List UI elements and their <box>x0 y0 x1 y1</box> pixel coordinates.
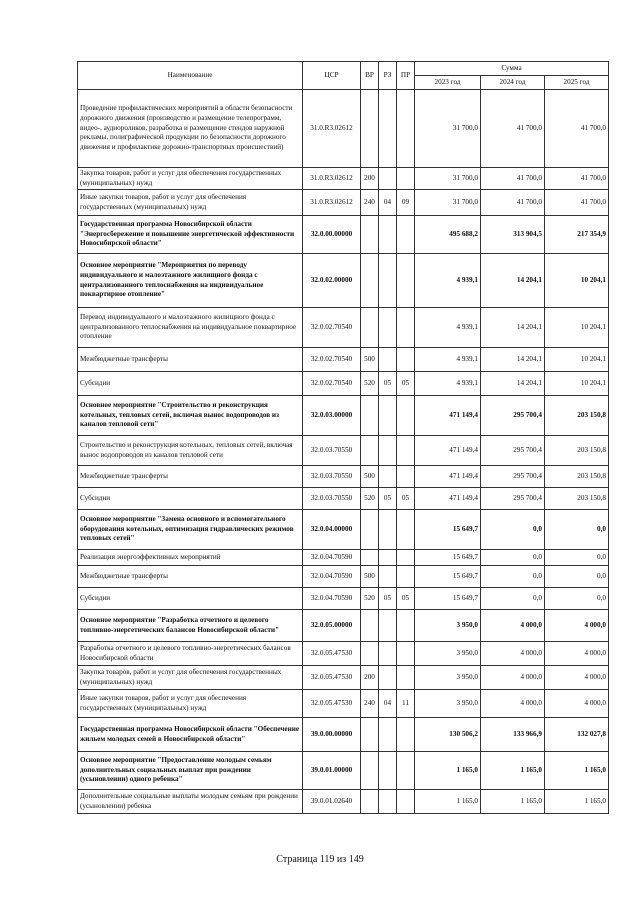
cell-vr: 520 <box>361 372 379 396</box>
cell-name: Иные закупки товаров, работ и услуг для обеспечения государственных (муниципальных) нужд <box>78 190 303 216</box>
cell-2025: 1 165,0 <box>545 790 609 814</box>
cell-2025: 203 150,8 <box>545 488 609 510</box>
cell-2025: 217 354,9 <box>545 216 609 254</box>
cell-2025: 203 150,8 <box>545 436 609 466</box>
cell-csr: 31.0.R3.02612 <box>303 90 361 168</box>
cell-2025: 41 700,0 <box>545 190 609 216</box>
cell-csr: 32.0.04.70590 <box>303 588 361 610</box>
cell-name: Строительство и реконструкция котельных, тепловых сетей, включая вынос водопроводов из каналов тепловой сети <box>78 436 303 466</box>
cell-2023: 471 149,4 <box>415 466 481 488</box>
cell-pr: 11 <box>397 690 415 718</box>
cell-2024: 295 700,4 <box>481 488 545 510</box>
cell-2023: 4 939,1 <box>415 254 481 308</box>
cell-pr <box>397 168 415 190</box>
cell-csr: 32.0.04.70590 <box>303 566 361 588</box>
cell-rz <box>379 466 397 488</box>
cell-2023: 15 649,7 <box>415 566 481 588</box>
table-row <box>78 610 609 642</box>
cell-2025: 0,0 <box>545 550 609 566</box>
cell-rz: 04 <box>379 690 397 718</box>
cell-pr: 09 <box>397 190 415 216</box>
cell-2023: 471 149,4 <box>415 396 481 436</box>
cell-vr <box>361 254 379 308</box>
cell-2023: 495 688,2 <box>415 216 481 254</box>
cell-csr: 39.0.01.02640 <box>303 790 361 814</box>
cell-name: Закупка товаров, работ и услуг для обеспечения государственных (муниципальных) нужд <box>78 168 303 190</box>
cell-pr <box>397 718 415 752</box>
cell-2025: 41 700,0 <box>545 90 609 168</box>
cell-name: Субсидии <box>78 588 303 610</box>
cell-pr: 05 <box>397 372 415 396</box>
table-row <box>78 510 609 550</box>
cell-2024: 4 000,0 <box>481 642 545 666</box>
cell-2024: 0,0 <box>481 510 545 550</box>
cell-rz <box>379 718 397 752</box>
cell-2025: 41 700,0 <box>545 168 609 190</box>
cell-csr: 39.0.00.00000 <box>303 718 361 752</box>
cell-2024: 41 700,0 <box>481 90 545 168</box>
cell-2023: 4 939,1 <box>415 372 481 396</box>
cell-csr: 32.0.02.00000 <box>303 254 361 308</box>
table-row <box>78 666 609 690</box>
cell-vr <box>361 610 379 642</box>
cell-csr: 31.0.R3.02612 <box>303 190 361 216</box>
cell-2025: 0,0 <box>545 510 609 550</box>
table-row <box>78 566 609 588</box>
cell-2025: 4 000,0 <box>545 642 609 666</box>
cell-2023: 31 700,0 <box>415 168 481 190</box>
cell-vr: 520 <box>361 588 379 610</box>
table-row <box>78 752 609 790</box>
cell-csr: 31.0.R3.02612 <box>303 168 361 190</box>
cell-vr <box>361 752 379 790</box>
header-vr: ВР <box>361 62 379 90</box>
cell-vr <box>361 642 379 666</box>
cell-pr <box>397 436 415 466</box>
cell-2023: 15 649,7 <box>415 588 481 610</box>
cell-2024: 0,0 <box>481 566 545 588</box>
cell-2023: 31 700,0 <box>415 90 481 168</box>
cell-pr <box>397 550 415 566</box>
cell-vr: 200 <box>361 168 379 190</box>
cell-pr <box>397 90 415 168</box>
cell-rz <box>379 396 397 436</box>
cell-name: Перевод индивидуального и малоэтажного жилищного фонда с централизованного теплоснабжения на индивидуальное поквартирное отопление <box>78 308 303 348</box>
table-row <box>78 348 609 372</box>
table-row <box>78 718 609 752</box>
cell-2023: 130 506,2 <box>415 718 481 752</box>
cell-2024: 133 966,9 <box>481 718 545 752</box>
cell-2025: 1 165,0 <box>545 752 609 790</box>
table-row <box>78 396 609 436</box>
cell-rz <box>379 436 397 466</box>
cell-2025: 0,0 <box>545 588 609 610</box>
cell-csr: 32.0.05.47530 <box>303 666 361 690</box>
cell-rz <box>379 752 397 790</box>
cell-rz <box>379 168 397 190</box>
cell-2023: 15 649,7 <box>415 550 481 566</box>
cell-2025: 4 000,0 <box>545 666 609 690</box>
header-year-2025: 2025 год <box>545 76 609 90</box>
cell-rz: 05 <box>379 488 397 510</box>
cell-csr: 32.0.05.00000 <box>303 610 361 642</box>
cell-rz <box>379 308 397 348</box>
cell-rz <box>379 90 397 168</box>
table-row <box>78 168 609 190</box>
table-body <box>78 90 609 814</box>
header-csr: ЦСР <box>303 62 361 90</box>
cell-2023: 15 649,7 <box>415 510 481 550</box>
cell-csr: 32.0.00.00000 <box>303 216 361 254</box>
cell-name: Субсидии <box>78 372 303 396</box>
cell-pr <box>397 216 415 254</box>
cell-csr: 32.0.05.47530 <box>303 690 361 718</box>
table-row <box>78 254 609 308</box>
cell-name: Иные закупки товаров, работ и услуг для обеспечения государственных (муниципальных) нужд <box>78 690 303 718</box>
table-row <box>78 190 609 216</box>
cell-vr: 500 <box>361 466 379 488</box>
cell-2023: 3 950,0 <box>415 666 481 690</box>
header-pr: ПР <box>397 62 415 90</box>
cell-vr: 520 <box>361 488 379 510</box>
cell-pr <box>397 510 415 550</box>
cell-2024: 295 700,4 <box>481 396 545 436</box>
cell-vr <box>361 790 379 814</box>
page-number: Страница 119 из 149 <box>276 854 364 865</box>
table-row <box>78 372 609 396</box>
cell-2025: 4 000,0 <box>545 610 609 642</box>
table-row <box>78 90 609 168</box>
cell-2025: 4 000,0 <box>545 690 609 718</box>
cell-2024: 313 904,5 <box>481 216 545 254</box>
cell-rz <box>379 550 397 566</box>
cell-vr <box>361 550 379 566</box>
cell-pr <box>397 254 415 308</box>
cell-pr <box>397 642 415 666</box>
cell-2025: 10 204,1 <box>545 254 609 308</box>
cell-2025: 203 150,8 <box>545 396 609 436</box>
cell-2024: 41 700,0 <box>481 168 545 190</box>
cell-pr <box>397 348 415 372</box>
cell-2024: 4 000,0 <box>481 666 545 690</box>
cell-pr <box>397 752 415 790</box>
header-year-2024: 2024 год <box>481 76 545 90</box>
cell-rz: 05 <box>379 588 397 610</box>
cell-2023: 1 165,0 <box>415 752 481 790</box>
cell-2025: 203 150,8 <box>545 466 609 488</box>
cell-pr <box>397 790 415 814</box>
cell-name: Субсидии <box>78 488 303 510</box>
table-row <box>78 790 609 814</box>
cell-2024: 1 165,0 <box>481 790 545 814</box>
cell-name: Основное мероприятие "Разработка отчетного и целевого топливно-энергетических балансов Новосибирской области" <box>78 610 303 642</box>
cell-2024: 4 000,0 <box>481 610 545 642</box>
cell-2023: 3 950,0 <box>415 610 481 642</box>
cell-vr: 500 <box>361 566 379 588</box>
table-row <box>78 588 609 610</box>
cell-2024: 4 000,0 <box>481 690 545 718</box>
cell-2024: 1 165,0 <box>481 752 545 790</box>
cell-pr <box>397 610 415 642</box>
cell-csr: 32.0.02.70540 <box>303 348 361 372</box>
cell-2024: 41 700,0 <box>481 190 545 216</box>
table-row <box>78 550 609 566</box>
cell-2023: 1 165,0 <box>415 790 481 814</box>
cell-csr: 32.0.03.70550 <box>303 488 361 510</box>
table-row <box>78 436 609 466</box>
cell-pr <box>397 666 415 690</box>
cell-2024: 14 204,1 <box>481 308 545 348</box>
budget-table <box>77 61 609 814</box>
cell-rz <box>379 216 397 254</box>
cell-csr: 32.0.03.00000 <box>303 396 361 436</box>
cell-rz <box>379 666 397 690</box>
cell-pr: 05 <box>397 588 415 610</box>
cell-csr: 32.0.03.70550 <box>303 466 361 488</box>
cell-pr <box>397 308 415 348</box>
cell-vr <box>361 718 379 752</box>
cell-pr <box>397 466 415 488</box>
cell-vr <box>361 436 379 466</box>
cell-name: Межбюджетные трансферты <box>78 466 303 488</box>
cell-rz: 04 <box>379 190 397 216</box>
cell-name: Основное мероприятие "Строительство и реконструкция котельных, тепловых сетей, включая вынос водопроводов из каналов тепловой сети" <box>78 396 303 436</box>
cell-2024: 0,0 <box>481 550 545 566</box>
cell-2023: 3 950,0 <box>415 690 481 718</box>
cell-vr <box>361 308 379 348</box>
cell-2024: 0,0 <box>481 588 545 610</box>
cell-rz <box>379 510 397 550</box>
table-row <box>78 488 609 510</box>
cell-name: Основное мероприятие "Предоставление молодым семьям дополнительных социальных выплат при рождении (усыновлении) одного ребенка" <box>78 752 303 790</box>
cell-vr <box>361 396 379 436</box>
cell-vr <box>361 90 379 168</box>
cell-vr: 200 <box>361 666 379 690</box>
cell-name: Основное мероприятие "Мероприятия по переводу индивидуального и малоэтажного жилищного фонда с централизованного теплоснабжения на индивидуальное поквартирное отопление" <box>78 254 303 308</box>
cell-rz <box>379 566 397 588</box>
cell-rz <box>379 790 397 814</box>
cell-csr: 32.0.03.70550 <box>303 436 361 466</box>
cell-2024: 14 204,1 <box>481 254 545 308</box>
cell-name: Межбюджетные трансферты <box>78 348 303 372</box>
table-row <box>78 308 609 348</box>
cell-2025: 10 204,1 <box>545 372 609 396</box>
cell-csr: 32.0.02.70540 <box>303 308 361 348</box>
cell-csr: 32.0.05.47530 <box>303 642 361 666</box>
cell-2024: 14 204,1 <box>481 372 545 396</box>
table-row <box>78 466 609 488</box>
cell-rz <box>379 348 397 372</box>
cell-2023: 471 149,4 <box>415 436 481 466</box>
table-row <box>78 642 609 666</box>
cell-2023: 471 149,4 <box>415 488 481 510</box>
cell-2024: 14 204,1 <box>481 348 545 372</box>
header-name: Наименование <box>78 62 303 90</box>
cell-vr <box>361 510 379 550</box>
cell-csr: 32.0.04.00000 <box>303 510 361 550</box>
cell-name: Реализация энергоэффективных мероприятий <box>78 550 303 566</box>
cell-vr: 500 <box>361 348 379 372</box>
cell-2023: 4 939,1 <box>415 348 481 372</box>
cell-2025: 0,0 <box>545 566 609 588</box>
cell-name: Межбюджетные трансферты <box>78 566 303 588</box>
cell-pr <box>397 396 415 436</box>
cell-csr: 32.0.02.70540 <box>303 372 361 396</box>
cell-2024: 295 700,4 <box>481 466 545 488</box>
cell-name: Закупка товаров, работ и услуг для обеспечения государственных (муниципальных) нужд <box>78 666 303 690</box>
cell-name: Основное мероприятие "Замена основного и вспомогательного оборудования котельных, оптимизация гидравлических режимов тепловых сетей" <box>78 510 303 550</box>
cell-name: Государственная программа Новосибирской области "Энергосбережение и повышение энергетической эффективности Новосибирской области" <box>78 216 303 254</box>
cell-rz <box>379 642 397 666</box>
cell-2023: 3 950,0 <box>415 642 481 666</box>
cell-vr <box>361 216 379 254</box>
cell-vr: 240 <box>361 690 379 718</box>
cell-name: Проведение профилактических мероприятий в области безопасности дорожного движения (производство и размещение телепрограмм, видео-, аудиороликов, разработка и размещение стендов наружной рекламы, полиграфической продукции по безопасности дорожного движения и профилактике дорожно-транспортных происшествий) <box>78 90 303 168</box>
cell-2025: 10 204,1 <box>545 308 609 348</box>
cell-name: Дополнительные социальные выплаты молодым семьям при рождении (усыновлении) ребенка <box>78 790 303 814</box>
cell-pr: 05 <box>397 488 415 510</box>
cell-name: Государственная программа Новосибирской области "Обеспечение жильем молодых семей в Новосибирской области" <box>78 718 303 752</box>
table-row <box>78 690 609 718</box>
cell-csr: 32.0.04.70590 <box>303 550 361 566</box>
cell-2025: 10 204,1 <box>545 348 609 372</box>
cell-csr: 39.0.01.00000 <box>303 752 361 790</box>
header-sum: Сумма <box>415 62 609 76</box>
cell-2023: 4 939,1 <box>415 308 481 348</box>
cell-name: Разработка отчетного и целевого топливно-энергетических балансов Новосибирской области <box>78 642 303 666</box>
cell-vr: 240 <box>361 190 379 216</box>
table-row <box>78 216 609 254</box>
header-year-2023: 2023 год <box>415 76 481 90</box>
cell-rz <box>379 610 397 642</box>
cell-rz: 05 <box>379 372 397 396</box>
cell-2025: 132 027,8 <box>545 718 609 752</box>
header-rz: РЗ <box>379 62 397 90</box>
cell-pr <box>397 566 415 588</box>
cell-2023: 31 700,0 <box>415 190 481 216</box>
cell-rz <box>379 254 397 308</box>
cell-2024: 295 700,4 <box>481 436 545 466</box>
